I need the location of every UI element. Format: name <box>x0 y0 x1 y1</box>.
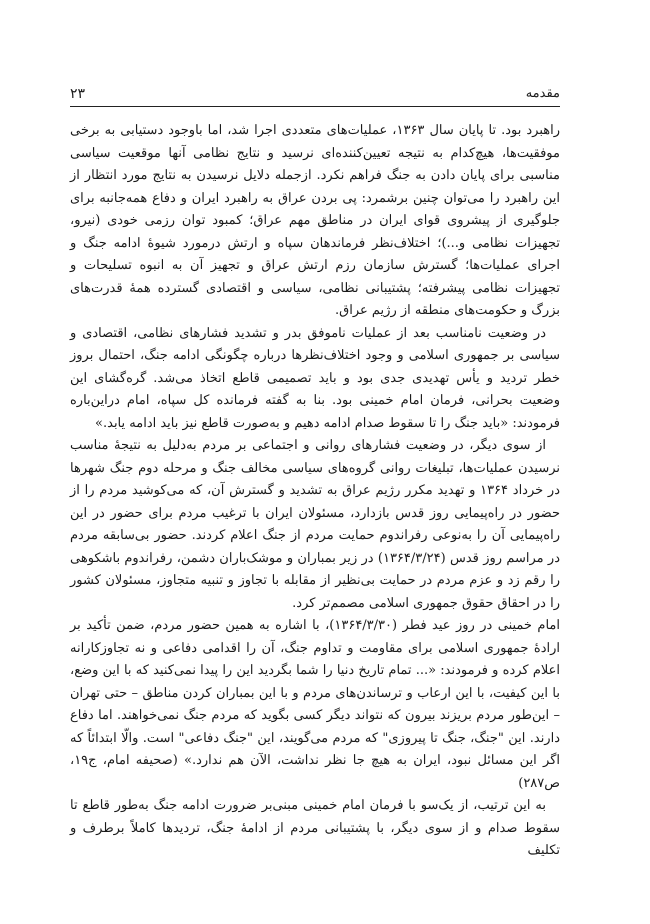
paragraph-1: راهبرد بود. تا پایان سال ۱۳۶۳، عملیات‌های متعددی اجرا شد، اما باوجود دستیابی به برخی موفقیت‌ها، هیچ‌کدام به نتیجه تعیین‌کننده‌ای نرسید و نتایج نظامی آنها موقعیت سیاسی مناسبی برای پایان دادن به جنگ فراهم نکرد. ازجمله دلایل نرسیدن به نتایج مورد انتظار از این راهبرد را می‌توان چنین برشمرد: پی بردن عراق به راهبرد ایران و دفاع همه‌جانبه برای جلوگیری از پیشروی قوای ایران در مناطق مهم عراق؛ کمبود توان رزمی خودی (نیرو، تجهیزات نظامی و...)؛ اختلاف‌نظر فرماندهان سپاه و ارتش درمورد شیوهٔ ادامه جنگ و اجرای عملیات‌ها؛ گسترش سازمان رزم ارتش عراق و تجهیز آن به انبوه تسلیحات و تجهیزات نظامی پیشرفته؛ پشتیبانی نظامی، سیاسی و اقتصادی گسترده همهٔ قدرت‌های بزرگ و حکومت‌های منطقه از رژیم عراق. <box>70 123 561 318</box>
body-text <box>70 120 560 863</box>
paragraph-5: به این ترتیب، از یک‌سو با فرمان امام خمینی مبنی‌بر ضرورت ادامه جنگ به‌طور قاطع تا سقوط صدام و از سوی دیگر، با پشتیبانی مردم از ادامهٔ جنگ، تردیدها کاملاً برطرف و تکلیف <box>70 798 560 858</box>
header-divider <box>70 106 560 107</box>
page-header <box>70 84 560 104</box>
page-number: ۲۳ <box>70 86 86 102</box>
running-title: مقدمه <box>525 86 560 101</box>
paragraph-3: از سوی دیگر، در وضعیت فشارهای روانی و اجتماعی بر مردم به‌دلیل به نتیجهٔ مناسب نرسیدن عملیات‌ها، تبلیغات روانی گروه‌های سیاسی مخالف جنگ و مرحله دوم جنگ شهرها در خرداد ۱۳۶۴ و تهدید مکرر رژیم عراق به تشدید و گسترش آن، که می‌کوشید مردم را از حضور در راه‌پیمایی روز قدس بازدارد، مسئولان ایران با ترغیب مردم برای حضور در این راه‌پیمایی آن را به‌نوعی رفراندوم حمایت مردم از جنگ اعلام کردند. حضور بی‌سابقه مردم در مراسم روز قدس (۱۳۶۴/۳/۲۴) در زیر بمباران و موشک‌باران دشمن، رفراندوم باشکوهی را رقم زد و عزم مردم در حمایت بی‌نظیر از مقابله با تجاوز و تنبیه متجاوز، مسئولان کشور را در احقاق حقوق جمهوری اسلامی مصمم‌تر کرد. <box>70 438 560 611</box>
paragraph-4: امام خمینی در روز عید فطر (۱۳۶۴/۳/۳۰)، با اشاره به همین حضور مردم، ضمن تأکید بر ارادهٔ جمهوری اسلامی برای مقاومت و تداوم جنگ، آن را اقدامی دفاعی و نه تجاوزکارانه اعلام کرده و فرمودند: «... تمام تاریخ دنیا را شما بگردید این را پیدا نمی‌کنید که با این وضع، با این کیفیت، با این ارعاب و ترساندن‌های مردم و با این بمباران کردن مناطق – حتی تهران – این‌طور مردم بریزند بیرون که نتواند دیگر کسی بگوید که مردم جنگ نمی‌خواهند. اما دفاع دارند. این "جنگ، جنگ تا پیروزی" که مردم می‌گویند، این "جنگ دفاعی" است. والّا ابتدائاً که اگر این مسائل نبود، ایران به هیچ جا نظر نداشت، الآن هم ندارد.» (صحیفه امام، ج۱۹، ص۲۸۷) <box>70 618 560 791</box>
paragraph-2: در وضعیت نامناسب بعد از عملیات ناموفق بدر و تشدید فشارهای نظامی، اقتصادی و سیاسی بر جمهوری اسلامی و وجود اختلاف‌نظرها درباره چگونگی ادامه جنگ، احتمال بروز خطر تردید و یأس تهدیدی جدی بود و باید تصمیمی قاطع اتخاذ می‌شد. گره‌گشای این وضعیت بحرانی، فرمان امام خمینی بود. بنا به گفته فرمانده کل سپاه، امام دراین‌باره فرمودند: «باید جنگ را تا سقوط صدام ادامه دهیم و به‌صورت قاطع نیز باید ادامه یابد.» <box>70 325 560 431</box>
